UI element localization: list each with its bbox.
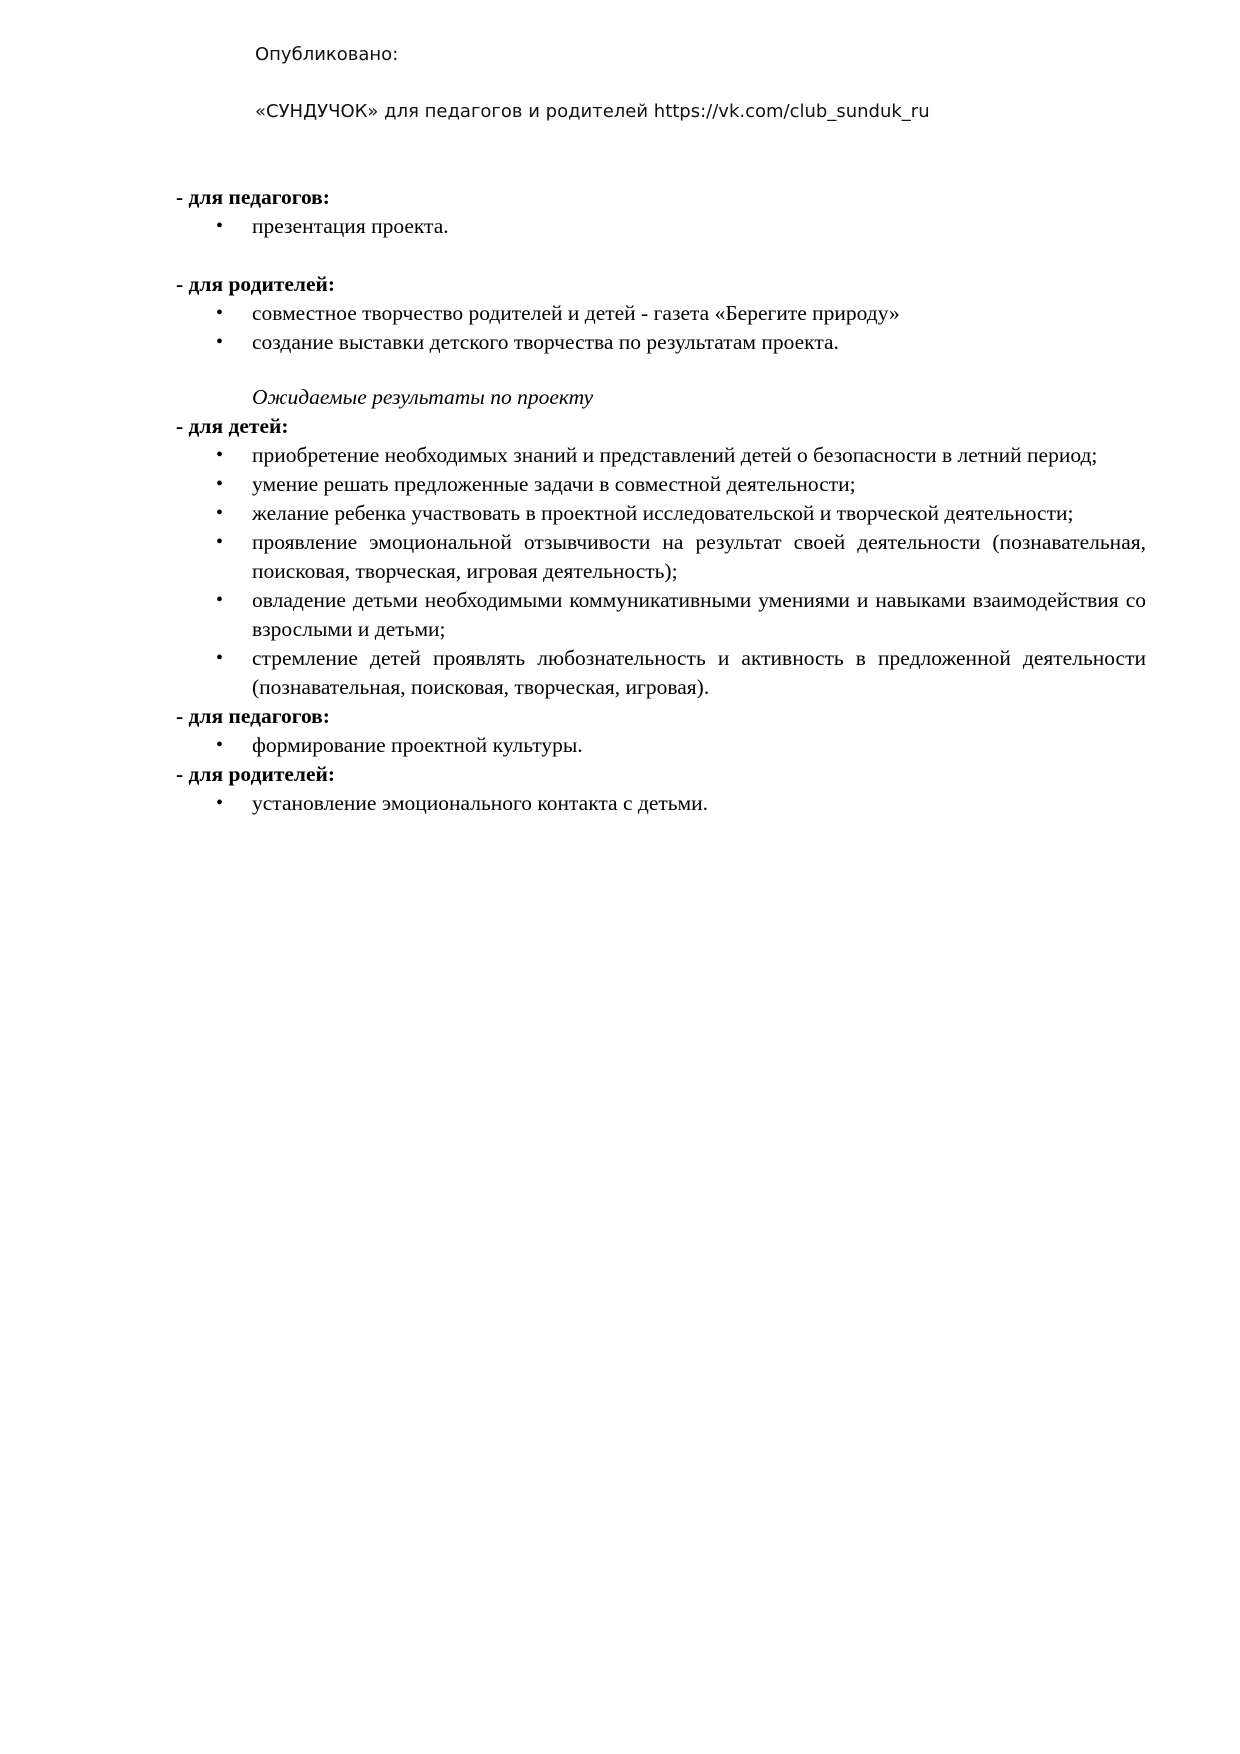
list-item: • желание ребенка участвовать в проектной исследовательской и творческой деятельности;	[176, 499, 1146, 528]
source-line: «СУНДУЧОК» для педагогов и родителей https://vk.com/club_sunduk_ru	[255, 101, 930, 122]
list-item: • презентация проекта.	[176, 212, 1146, 241]
publication-header	[255, 44, 930, 122]
results-children-heading: - для детей:	[176, 414, 289, 438]
list-item: • совместное творчество родителей и детей - газета «Берегите природу»	[176, 299, 1146, 328]
products-teachers-list	[176, 212, 1146, 241]
results-title: Ожидаемые результаты по проекту	[252, 385, 594, 409]
results-teachers-list	[176, 731, 1146, 760]
results-teachers-heading: - для педагогов:	[176, 704, 330, 728]
products-parents-heading: - для родителей:	[176, 272, 336, 296]
results-parents-list	[176, 789, 1146, 818]
list-item: • овладение детьми необходимыми коммуникативными умениями и навыками взаимодействия со взрослыми и детьми;	[176, 586, 1146, 644]
list-item: • проявление эмоциональной отзывчивости на результат своей деятельности (познавательная, поисковая, творческая, игровая деятельность);	[176, 528, 1146, 586]
results-children-list	[176, 441, 1146, 702]
list-item: • формирование проектной культуры.	[176, 731, 1146, 760]
document-body	[176, 183, 1146, 818]
products-teachers-heading: - для педагогов:	[176, 185, 330, 209]
list-item: • стремление детей проявлять любознательность и активность в предложенной деятельности (познавательная, поисковая, творческая, игровая).	[176, 644, 1146, 702]
list-item: • установление эмоционального контакта с детьми.	[176, 789, 1146, 818]
list-item: • приобретение необходимых знаний и представлений детей о безопасности в летний период;	[176, 441, 1146, 470]
products-parents-list	[176, 299, 1146, 357]
list-item: • умение решать предложенные задачи в совместной деятельности;	[176, 470, 1146, 499]
published-label: Опубликовано:	[255, 44, 399, 65]
list-item: • создание выставки детского творчества по результатам проекта.	[176, 328, 1146, 357]
results-parents-heading: - для родителей:	[176, 762, 336, 786]
